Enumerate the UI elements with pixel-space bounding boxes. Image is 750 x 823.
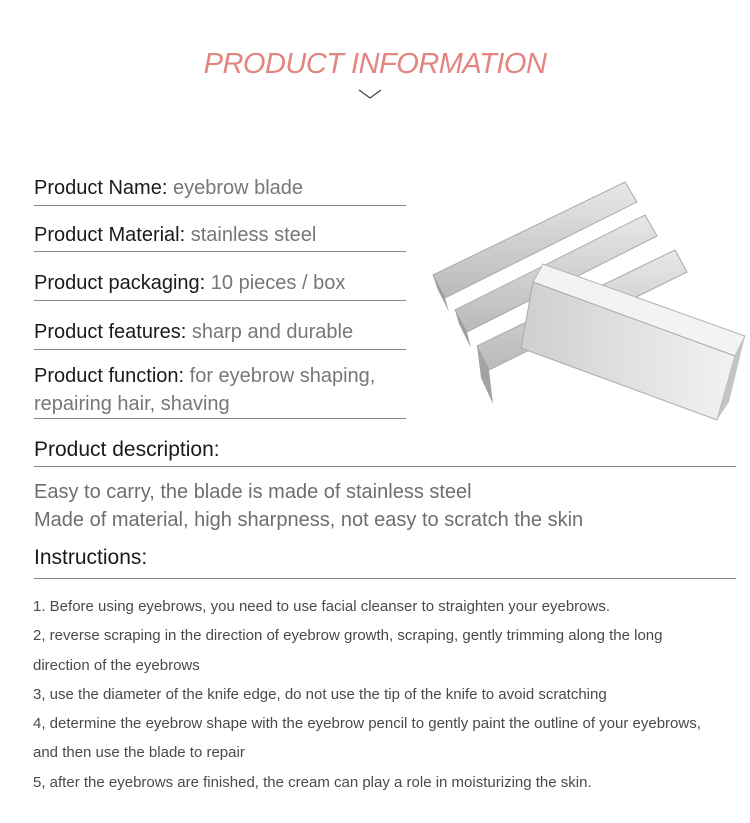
- spec-value: sharp and durable: [191, 321, 354, 343]
- spec-row-function: [34, 362, 406, 419]
- spec-value: 10 pieces / box: [210, 272, 346, 294]
- instruction-line: 1. Before using eyebrows, you need to use facial cleanser to straighten your eyebrows.: [33, 598, 610, 615]
- instructions-heading: Instructions:: [34, 546, 736, 579]
- spec-row-features: [34, 318, 406, 350]
- instruction-line: 4, determine the eyebrow shape with the eyebrow pencil to gently paint the outline of your eyebrows,: [33, 715, 701, 733]
- spec-label: Product Material:: [34, 224, 186, 246]
- spec-label: Product features:: [34, 321, 187, 343]
- chevron-down-icon: [358, 88, 382, 100]
- description-text: [34, 478, 583, 534]
- spec-row-name: [34, 174, 406, 206]
- description-heading: Product description:: [34, 438, 736, 467]
- spec-label: Product packaging:: [34, 272, 206, 294]
- spec-row-packaging: [34, 269, 406, 301]
- eyebrow-blades-image: [425, 170, 750, 440]
- instructions-list: [33, 592, 743, 797]
- spec-label: Product Name:: [34, 177, 168, 199]
- instruction-line: and then use the blade to repair: [33, 744, 245, 762]
- instruction-line: 2, reverse scraping in the direction of eyebrow growth, scraping, gently trimming along the long: [33, 627, 663, 645]
- instruction-line: direction of the eyebrows: [33, 656, 200, 674]
- spec-value: eyebrow blade: [172, 177, 304, 199]
- description-line: Easy to carry, the blade is made of stainless steel: [34, 481, 472, 503]
- spec-label: Product function:: [34, 365, 185, 387]
- page-title: PRODUCT INFORMATION: [203, 48, 547, 80]
- spec-row-material: [34, 221, 406, 252]
- description-line: Made of material, high sharpness, not easy to scratch the skin: [34, 509, 584, 531]
- spec-value: for eyebrow shaping,: [189, 365, 376, 387]
- spec-value-line2: repairing hair, shaving: [34, 393, 230, 415]
- instruction-line: 3, use the diameter of the knife edge, do not use the tip of the knife to avoid scratching: [33, 685, 607, 703]
- spec-value: stainless steel: [190, 224, 317, 246]
- instruction-line: 5, after the eyebrows are finished, the cream can play a role in moisturizing the skin.: [33, 773, 592, 791]
